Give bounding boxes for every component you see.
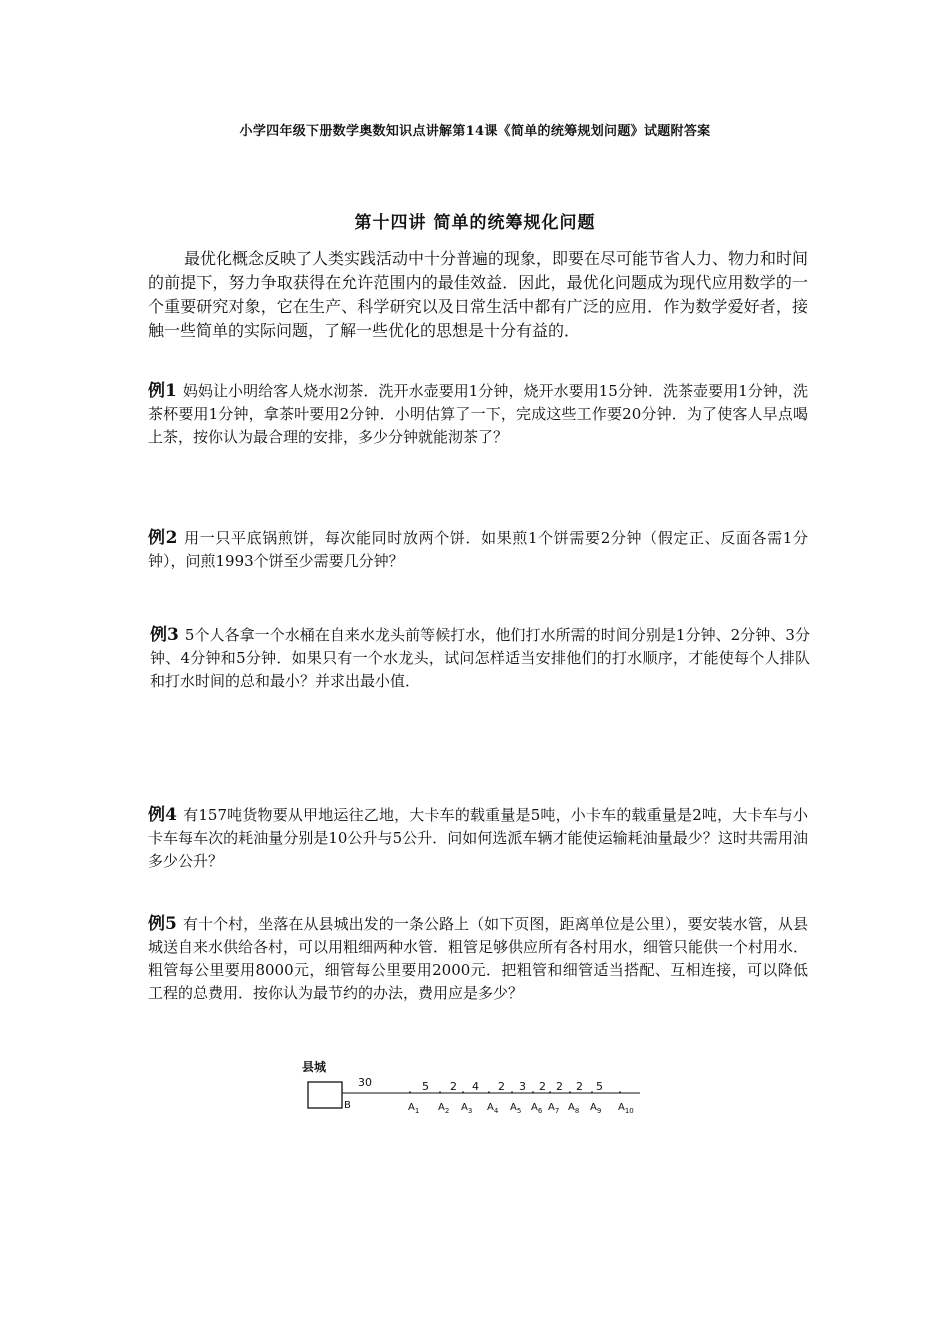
road-diagram [298, 1055, 658, 1125]
lecture-title: 第十四讲 简单的统筹规化问题 [354, 213, 596, 233]
village-number: 1 [414, 1107, 420, 1115]
distance-label: 2 [539, 1080, 546, 1093]
problem-text: 5个人各拿一个水桶在自来水龙头前等候打水，他们打水所需的时间分别是1分钟、2分钟、3分钟、4分钟和5分钟．如果只有一个水龙头，试问怎样适当安排他们的打水顺序，才能使每个人排队和打水时间的总和最小？并求出最小值． [150, 626, 810, 690]
village-number: 10 [624, 1107, 634, 1115]
distance-label: 2 [450, 1080, 457, 1093]
village-number: 3 [467, 1107, 473, 1115]
village-point [462, 1091, 464, 1093]
distance-label: 30 [358, 1076, 372, 1089]
village-point [439, 1091, 441, 1093]
village-label: $A_9$ [590, 1102, 602, 1115]
distance-label: 2 [498, 1080, 505, 1093]
start-point-label: B [344, 1100, 351, 1111]
village-label: $A_5$ [510, 1102, 522, 1115]
problem-text: 用一只平底锅煎饼，每次能同时放两个饼．如果煎1个饼需要2分钟（假定正、反面各需1分钟），问煎1993个饼至少需要几分钟？ [148, 529, 808, 570]
distance-label: 2 [556, 1080, 563, 1093]
problem-text: 妈妈让小明给客人烧水沏茶．洗开水壶要用1分钟，烧开水要用15分钟．洗茶壶要用1分钟，洗茶杯要用1分钟，拿茶叶要用2分钟．小明估算了一下，完成这些工作要20分钟．为了使客人早点喝上茶，按你认为最合理的安排，多少分钟就能沏茶了？ [148, 382, 808, 446]
village-number: 4 [493, 1107, 499, 1115]
problem-label: 例4 [148, 805, 178, 825]
problem-3 [150, 624, 810, 693]
problem-text: 有157吨货物要从甲地运往乙地，大卡车的载重量是5吨，小卡车的载重量是2吨，大卡车与小卡车每车次的耗油量分别是10公升与5公升．问如何选派车辆才能使运输耗油量最少？这时共需用油多少公升？ [148, 806, 808, 870]
distance-label: 2 [576, 1080, 583, 1093]
problem-label: 例3 [150, 625, 179, 645]
distance-label: 5 [596, 1080, 603, 1093]
village-label: $A_8$ [568, 1102, 580, 1115]
problem-4 [148, 804, 808, 873]
village-number: 6 [537, 1107, 543, 1115]
village-label: $A_7$ [548, 1102, 560, 1115]
problem-label: 例5 [148, 914, 177, 934]
village-label: $A_6$ [531, 1102, 543, 1115]
village-point [549, 1091, 551, 1093]
village-label: $A_2$ [438, 1102, 450, 1115]
village-point [511, 1091, 513, 1093]
county-box [308, 1082, 342, 1108]
problem-1 [148, 380, 808, 449]
village-point [619, 1091, 621, 1093]
village-number: 9 [596, 1107, 602, 1115]
road-marks [408, 1080, 634, 1115]
problem-2 [148, 527, 808, 573]
problem-label: 例2 [148, 528, 178, 548]
village-label: $A_3$ [461, 1102, 473, 1115]
problem-text: 有十个村，坐落在从县城出发的一条公路上（如下页图，距离单位是公里），要安装水管，从县城送自来水供给各村，可以用粗细两种水管．粗管足够供应所有各村用水，细管只能供一个村用水．粗管每公里要用8000元，细管每公里要用2000元．把粗管和细管适当搭配、互相连接，可以降低工程的总费用．按你认为最节约的办法，费用应是多少？ [148, 915, 809, 1002]
village-point [488, 1091, 490, 1093]
village-number: 8 [574, 1107, 580, 1115]
distance-label: 4 [472, 1080, 479, 1093]
village-label: $A_4$ [487, 1102, 499, 1115]
distance-label: 3 [519, 1080, 526, 1093]
problem-label: 例1 [148, 381, 177, 401]
village-number: 5 [516, 1107, 522, 1115]
village-point [591, 1091, 593, 1093]
village-point [569, 1091, 571, 1093]
distance-label: 5 [422, 1080, 429, 1093]
village-point [409, 1091, 411, 1093]
village-label: $A_1$ [408, 1102, 420, 1115]
village-number: 7 [554, 1107, 560, 1115]
problem-5 [148, 913, 808, 1005]
village-number: 2 [444, 1107, 450, 1115]
village-point [532, 1091, 534, 1093]
document-header: 小学四年级下册数学奥数知识点讲解第14课《简单的统筹规划问题》试题附答案 [239, 124, 711, 139]
county-label: 县城 [302, 1060, 327, 1074]
intro-paragraph: 最优化概念反映了人类实践活动中十分普遍的现象，即要在尽可能节省人力、物力和时间的前提下，努力争取获得在允许范围内的最佳效益．因此，最优化问题成为现代应用数学的一个重要研究对象，它在生产、科学研究以及日常生活中都有广泛的应用．作为数学爱好者，接触一些简单的实际问题，了解一些优化的思想是十分有益的． [148, 249, 809, 340]
village-label: $A_{10}$ [618, 1102, 634, 1115]
